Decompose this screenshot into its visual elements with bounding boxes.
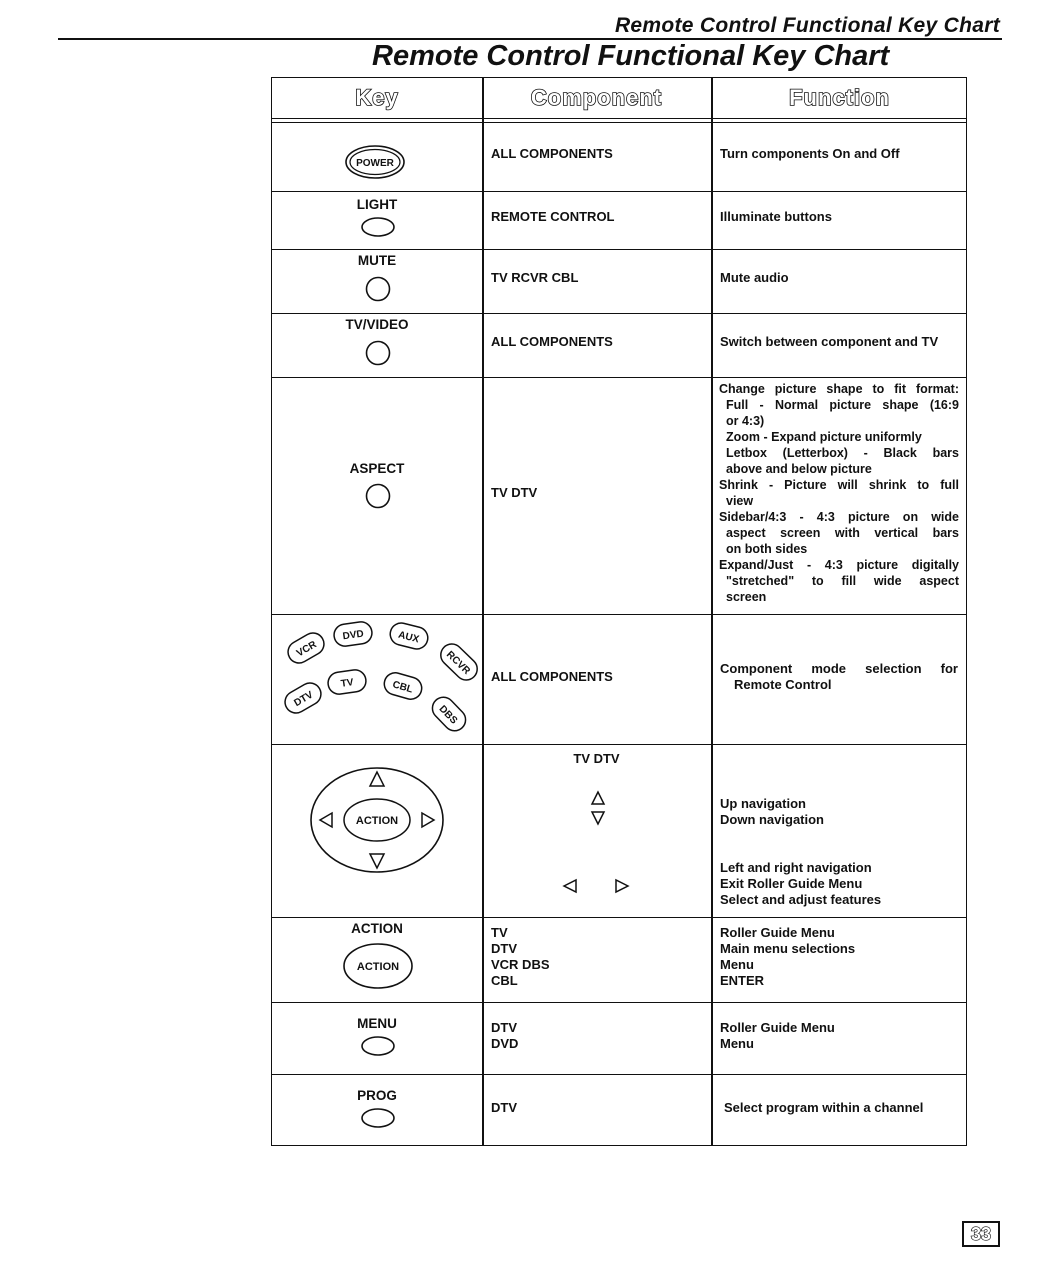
- action-component: [491, 925, 550, 989]
- nav-function-line: Select and adjust features: [720, 892, 882, 907]
- prog-button-icon: [360, 1107, 396, 1129]
- tvvideo-key-label: TV/VIDEO: [345, 317, 409, 332]
- action-function-line: Roller Guide Menu: [720, 925, 835, 940]
- tvvideo-component: ALL COMPONENTS: [491, 334, 613, 349]
- aspect-function-line: on both sides: [726, 542, 808, 556]
- row-divider: [272, 191, 966, 192]
- aspect-function-line: Change picture shape to fit format:: [719, 382, 959, 396]
- nav-function-line: Exit Roller Guide Menu: [720, 876, 863, 891]
- row-divider: [272, 917, 966, 918]
- power-button-icon: [344, 144, 406, 180]
- tv-button-label: TV: [340, 677, 355, 690]
- mute-button-icon: [364, 275, 392, 303]
- mute-key-label: MUTE: [357, 253, 397, 268]
- nav-function-line: Down navigation: [720, 812, 824, 827]
- running-head: [540, 14, 1000, 38]
- row-divider: [272, 313, 966, 314]
- rcvr-button-label: RCVR: [443, 649, 472, 677]
- aux-button-label: AUX: [397, 629, 421, 646]
- action-component-line: DTV: [491, 941, 517, 956]
- row-divider: [272, 744, 966, 745]
- aspect-function-line: view: [726, 494, 754, 508]
- aspect-key-label: ASPECT: [349, 461, 405, 476]
- vcr-button-label: VCR: [294, 639, 319, 660]
- dvd-button-icon: [333, 620, 374, 647]
- cbl-button-label: CBL: [391, 679, 414, 696]
- column-divider: [482, 78, 484, 1145]
- nav-function-line: Left and right navigation: [720, 860, 872, 875]
- row-divider: [272, 377, 966, 378]
- light-function: Illuminate buttons: [720, 209, 832, 224]
- nav-function-group: [720, 860, 881, 908]
- mode-buttons-illustration: [278, 618, 483, 740]
- action-component-line: VCR DBS: [491, 957, 550, 972]
- light-key-label: LIGHT: [356, 197, 398, 212]
- row-divider: [272, 249, 966, 250]
- light-component: REMOTE CONTROL: [491, 209, 615, 224]
- aux-button-icon: [388, 621, 430, 652]
- prog-function: Select program within a channel: [724, 1100, 924, 1115]
- aspect-function-line: Zoom - Expand picture uniformly: [726, 430, 922, 444]
- aspect-function-line: above and below picture: [726, 462, 872, 476]
- dvd-button-label: DVD: [341, 628, 365, 643]
- aspect-function-line: Full - Normal picture shape (16:9: [726, 398, 959, 412]
- action-button-label: ACTION: [356, 961, 400, 973]
- action-function-line: Main menu selections: [720, 941, 856, 956]
- row-divider: [272, 1002, 966, 1003]
- menu-button-icon: [360, 1035, 396, 1057]
- nav-function-line: Up navigation: [720, 796, 806, 811]
- mode-function-line: Component mode selection for: [720, 661, 958, 676]
- menu-function-line: Roller Guide Menu: [720, 1020, 835, 1035]
- mode-function-line: Remote Control: [734, 677, 832, 692]
- action-component-line: CBL: [491, 973, 518, 988]
- mute-component: TV RCVR CBL: [491, 270, 579, 285]
- nav-function-group: [720, 796, 824, 828]
- menu-component-line: DVD: [491, 1036, 519, 1051]
- header-function: [711, 78, 968, 118]
- prog-key-label: PROG: [357, 1088, 397, 1103]
- dbs-button-icon: [428, 693, 470, 736]
- running-head-text: Remote Control Functional Key Chart: [614, 14, 1000, 37]
- header-rule-bottom: [272, 122, 966, 123]
- mode-function: [720, 661, 958, 693]
- menu-component-line: DTV: [491, 1020, 517, 1035]
- menu-function-line: Menu: [720, 1036, 754, 1051]
- power-button-label: POWER: [356, 158, 394, 169]
- action-function-line: Menu: [720, 957, 754, 972]
- aspect-button-icon: [364, 482, 392, 510]
- mute-function: Mute audio: [720, 270, 789, 285]
- nav-left-right-arrows-icon: [562, 877, 630, 895]
- key-chart-table: [271, 77, 967, 1146]
- row-divider: [272, 614, 966, 615]
- aspect-function-line: aspect screen with vertical bars: [726, 526, 959, 540]
- tvvideo-button-icon: [364, 339, 392, 367]
- nav-left-arrow-icon: [320, 813, 332, 827]
- aspect-function-line: screen: [726, 590, 767, 604]
- dtv-button-label: DTV: [292, 689, 316, 710]
- aspect-function: [719, 381, 959, 605]
- navigation-pad-icon: [308, 762, 448, 878]
- light-button-icon: [360, 216, 396, 238]
- aspect-function-line: Expand/Just - 4:3 picture digitally: [719, 558, 959, 572]
- prog-component: DTV: [491, 1100, 517, 1115]
- cbl-button-icon: [382, 670, 425, 702]
- power-component: ALL COMPONENTS: [491, 146, 613, 161]
- action-function-line: ENTER: [720, 973, 765, 988]
- row-divider: [272, 1074, 966, 1075]
- header-function-text: Function: [789, 85, 890, 110]
- action-button-icon: [341, 941, 415, 991]
- aspect-function-line: Letbox (Letterbox) - Black bars: [726, 446, 959, 460]
- dtv-button-icon: [281, 679, 325, 717]
- nav-right-arrow-icon: [422, 813, 434, 827]
- nav-center-label: ACTION: [355, 815, 399, 827]
- header-component: [482, 78, 711, 118]
- action-function: [720, 925, 855, 989]
- aspect-function-line: Sidebar/4:3 - 4:3 picture on wide: [719, 510, 959, 524]
- menu-component: [491, 1020, 518, 1052]
- power-function: Turn components On and Off: [720, 146, 900, 161]
- dbs-button-label: DBS: [436, 703, 460, 727]
- column-divider: [711, 78, 713, 1145]
- aspect-component: TV DTV: [491, 485, 538, 500]
- aspect-function-line: or 4:3): [726, 414, 765, 428]
- nav-up-down-arrows-icon: [590, 790, 606, 826]
- header-rule-top: [272, 118, 966, 119]
- tvvideo-function: Switch between component and TV: [720, 334, 939, 349]
- vcr-button-icon: [284, 629, 328, 667]
- nav-up-arrow-icon: [370, 772, 384, 786]
- menu-function: [720, 1020, 835, 1052]
- header-key: [272, 78, 482, 118]
- rcvr-button-icon: [436, 639, 481, 684]
- mode-component: ALL COMPONENTS: [491, 669, 613, 684]
- nav-component: TV DTV: [573, 751, 620, 766]
- page-number: [962, 1221, 1000, 1247]
- menu-key-label: MENU: [357, 1016, 397, 1031]
- tv-button-icon: [327, 668, 368, 695]
- aspect-function-line: "stretched" to fill wide aspect: [726, 574, 959, 588]
- aspect-function-line: Shrink - Picture will shrink to full: [719, 478, 959, 492]
- header-key-text: Key: [355, 85, 399, 110]
- action-component-line: TV: [491, 925, 508, 940]
- header-component-text: Component: [530, 85, 663, 110]
- action-key-label: ACTION: [351, 921, 403, 936]
- page-title: Remote Control Functional Key Chart: [372, 40, 890, 72]
- nav-down-arrow-icon: [370, 854, 384, 868]
- page-number-text: 33: [970, 1223, 992, 1244]
